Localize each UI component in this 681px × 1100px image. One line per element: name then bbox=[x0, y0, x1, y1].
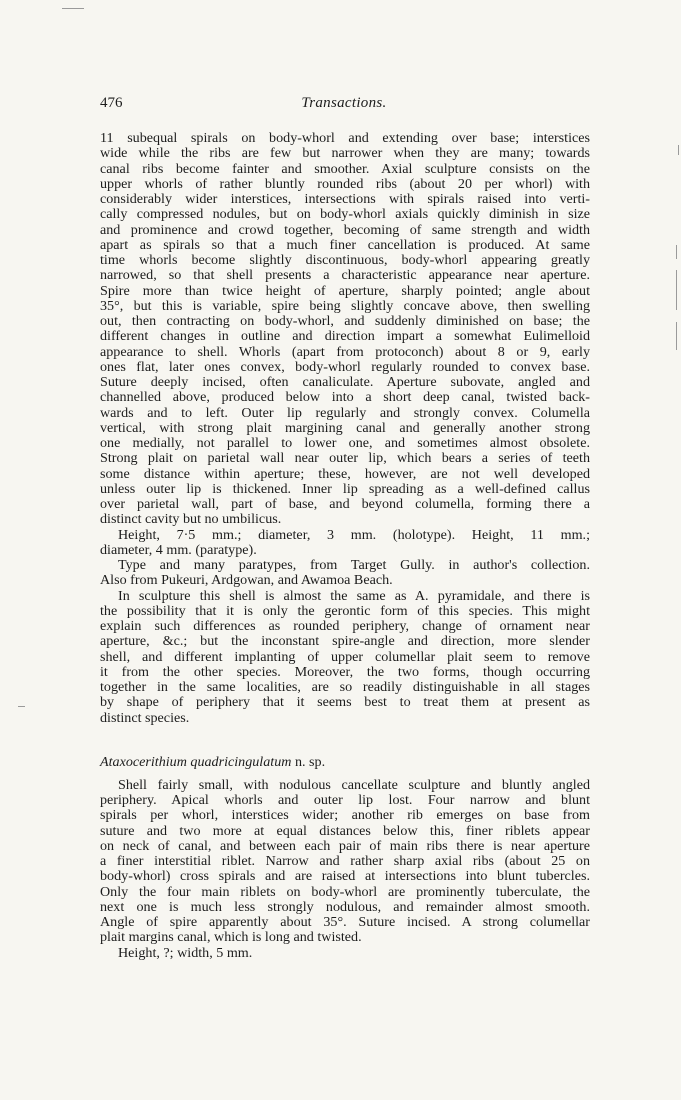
paragraph-remarks bbox=[100, 589, 590, 726]
scan-mark bbox=[676, 322, 677, 350]
text-line: distinct cavity but no umbilicus. bbox=[100, 512, 282, 528]
species-suffix: n. sp. bbox=[294, 753, 326, 770]
text-line: a finer interstitial riblet. Narrow and rather sharp axial ribs (about 25 on bbox=[100, 854, 590, 869]
body-text bbox=[100, 131, 590, 961]
text-line: plait margins canal, which is long and twisted. bbox=[100, 930, 362, 946]
text-line: Type and many paratypes, from Target Gully. in author's collection. bbox=[118, 558, 590, 573]
text-line: upper whorls of rather bluntly rounded ribs (about 20 per whorl) with bbox=[100, 176, 590, 192]
text-line: time whorls become slightly discontinuous, body-whorl appearing greatly bbox=[100, 253, 590, 268]
running-title: Transactions. bbox=[301, 95, 387, 111]
text-line: vertical, with strong plait margining canal and generally another strong bbox=[100, 420, 590, 436]
species-heading bbox=[100, 755, 590, 772]
text-line: different changes in outline and direction impart a somewhat Eulimelloid bbox=[100, 329, 590, 345]
text-line: diameter, 4 mm. (paratype). bbox=[100, 542, 257, 558]
text-line: 35°, but this is variable, spire being slightly concave above, then swelling bbox=[100, 298, 590, 314]
text-line: Only the four main riblets on body-whorl are prominently tuberculate, the bbox=[100, 884, 590, 900]
text-line: channelled above, produced below into a short deep canal, twisted back- bbox=[100, 390, 590, 406]
text-line: unless outer lip is thickened. Inner lip spreading as a well-defined callus bbox=[100, 481, 590, 497]
text-line: explain such differences as rounded periphery, change of ornament near bbox=[100, 619, 590, 634]
text-line: Angle of spire apparently about 35°. Suture incised. A strong columellar bbox=[100, 915, 590, 930]
text-line: wide while the ribs are few but narrower when they are many; towards bbox=[100, 146, 590, 162]
text-line: the possibility that it is only the gerontic form of this species. This might bbox=[100, 603, 590, 619]
text-line: distinct species. bbox=[100, 710, 190, 726]
species-name: Ataxocerithium quadricingulatum bbox=[100, 753, 292, 770]
page-number: 476 bbox=[100, 95, 123, 111]
text-line: Spire more than twice height of aperture, sharply pointed; angle about bbox=[100, 283, 590, 299]
text-line: Height, ?; width, 5 mm. bbox=[118, 945, 253, 961]
text-line: out, then contracting on body-whorl, and suddenly diminished on base; the bbox=[100, 314, 590, 329]
text-line: periphery. Apical whorls and outer lip lost. Four narrow and blunt bbox=[100, 793, 590, 808]
text-line: one medially, not parallel to lower one, and sometimes almost obsolete. bbox=[100, 436, 590, 451]
text-line: it from the other species. Moreover, the two forms, though occurring bbox=[100, 664, 590, 680]
text-line: together in the same localities, are so readily distinguishable in all stages bbox=[100, 680, 590, 695]
text-line: considerably wider interstices, intersections with spirals raised into verti- bbox=[100, 192, 590, 207]
text-line: Shell fairly small, with nodulous cancellate sculpture and bluntly angled bbox=[118, 777, 590, 793]
paragraph-measurements-2 bbox=[100, 946, 590, 961]
text-line: appearance to shell. Whorls (apart from protoconch) about 8 or 9, early bbox=[100, 344, 590, 360]
scan-mark bbox=[676, 270, 677, 310]
text-line: some distance within aperture; these, however, are not well developed bbox=[100, 466, 590, 482]
text-line: by shape of periphery that it seems best to treat them at present as bbox=[100, 695, 590, 711]
text-line: ones flat, later ones convex, body-whorl regularly rounded to convex base. bbox=[100, 359, 590, 375]
text-line: In sculpture this shell is almost the same as A. pyramidale, and there is bbox=[118, 588, 590, 604]
text-line: apart as spirals so that a much finer cancellation is produced. At same bbox=[100, 237, 590, 253]
text-line: body-whorl) cross spirals and are raised at intersections into blunt tubercles. bbox=[100, 869, 590, 885]
text-line: Height, 7·5 mm.; diameter, 3 mm. (holotype). Height, 11 mm.; bbox=[118, 527, 590, 543]
text-line: and prominence and crowd together, becoming of same strength and width bbox=[100, 222, 590, 238]
scan-mark bbox=[676, 245, 677, 259]
text-line: Strong plait on parietal wall near outer lip, which bears a series of teeth bbox=[100, 451, 590, 467]
text-line: wards and to left. Outer lip regularly and strongly convex. Columella bbox=[100, 405, 590, 421]
text-line: Also from Pukeuri, Ardgowan, and Awamoa Beach. bbox=[100, 573, 393, 589]
text-line: 11 subequal spirals on body-whorl and extending over base; interstices bbox=[100, 131, 590, 146]
paragraph-type-locality bbox=[100, 558, 590, 589]
scan-mark bbox=[62, 8, 84, 9]
text-line: on neck of canal, and between each pair of main ribs there is near aperture bbox=[100, 838, 590, 854]
text-line: aperture, &c.; but the inconstant spire-angle and direction, more slender bbox=[100, 634, 590, 650]
text-line: next one is much less strongly nodulous, and remainder almost smooth. bbox=[100, 899, 590, 915]
paragraph-measurements bbox=[100, 528, 590, 559]
text-line: narrowed, so that shell presents a characteristic appearance near aperture. bbox=[100, 268, 590, 284]
scan-mark bbox=[678, 145, 679, 155]
text-line: suture and two more at equal distances below this, finer riblets appear bbox=[100, 823, 590, 839]
text-line: spirals per whorl, interstices wider; another rib emerges on base from bbox=[100, 808, 590, 824]
text-line: canal ribs become fainter and smoother. Axial sculpture consists on the bbox=[100, 161, 590, 177]
paragraph bbox=[100, 131, 590, 528]
text-line: shell, and different implanting of upper columellar plait seem to remove bbox=[100, 649, 590, 665]
paragraph-description bbox=[100, 778, 590, 946]
text-line: Suture deeply incised, often canaliculate. Aperture subovate, angled and bbox=[100, 375, 590, 390]
page-header bbox=[100, 95, 588, 117]
scan-mark bbox=[18, 706, 25, 707]
text-line: over parietal wall, part of base, and beyond columella, forming there a bbox=[100, 497, 590, 512]
section-gap bbox=[100, 726, 590, 755]
text-line: cally compressed nodules, but on body-whorl axials quickly diminish in size bbox=[100, 207, 590, 223]
